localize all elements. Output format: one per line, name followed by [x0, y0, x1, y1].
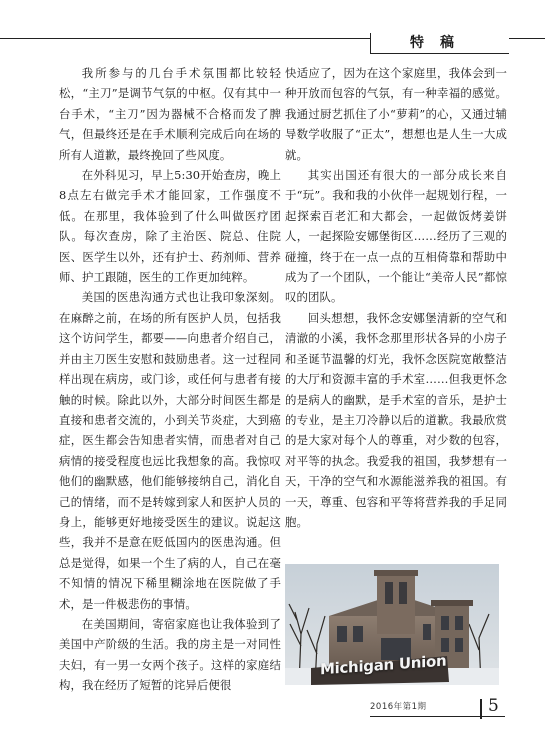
- paragraph: 我所参与的几台手术氛围都比较轻松，“主刀”是调节气氛的中枢。仅有其中一台手术，“主刀”因为器械不合格而发了脾气，但最终还是在手术顺利完成后向在场的所有人道歉，最终挽回了些风度。: [59, 66, 281, 162]
- footer-bar: [480, 699, 482, 719]
- michigan-union-photo: [285, 564, 499, 685]
- page-number: 5: [488, 696, 499, 716]
- paragraph: 回头想想，我怀念安娜堡清新的空气和清澈的小溪，我怀念那里形状各异的小房子和圣诞节温馨的灯光，我怀念医院宽敞整洁的大厅和资源丰富的手术室……但我更怀念的是病人的幽默，是手术室的音乐，是护士的专业，是主刀冷静以后的道歉。我最欣赏的是大家对每个人的尊重，对少数的包容，对平等的执念。我爱我的祖国，我梦想有一天，干净的空气和水源能滋养我的祖国。有一天，尊重、包容和平等将营养我的手足同胞。: [285, 310, 507, 529]
- issue-info: 2016年第1期: [370, 702, 427, 712]
- paragraph: 快适应了，因为在这个家庭里，我体会到一种开放而包容的气氛，有一种幸福的感觉。我通过厨艺抓住了小“萝莉”的心，又通过辅导数学收服了“正太”，想想也是人生一大成就。: [285, 66, 507, 162]
- paragraph: 在外科见习，早上5:30开始查房，晚上8点左右做完手术才能回家，工作强度不低。在那里，我体验到了什么叫做医疗团队。每次查房，除了主治医、院总、住院医、医学生以外，还有护士、药剂师、营养师、护工跟随，医生的工作更加纯粹。: [59, 168, 281, 285]
- paragraph: 美国的医患沟通方式也让我印象深刻。在麻醉之前，在场的所有医护人员，包括我这个访问学生，都要——向患者介绍自己，并由主刀医生安慰和鼓励患者。这一过程同样出现在病房，或门诊，或任何与患者有接触的时候。除此以外，大部分时间医生都是直接和患者交流的，小到关节炎症，大到癌症，医生都会告知患者实情，而患者对自己病情的接受程度也远比我想象的高。我惊叹他们的幽默感，他们能够接纳自己，消化自己的情绪，而不是转嫁到家人和医护人员的身上，能够更好地接受医生的建议。说起这些，我并不是意在贬低国内的医患沟通。但总是觉得，如果一个生了病的人，自己在毫不知情的情况下稀里糊涂地在医院做了手术，是一件极悲伤的事情。: [59, 290, 281, 611]
- section-tag: 特稿: [370, 33, 509, 54]
- paragraph: 在美国期间，寄宿家庭也让我体验到了美国中产阶级的生活。我的房主是一对同性夫妇，有一男一女两个孩子。这样的家庭结构，我在经历了短暂的诧异后便很: [59, 616, 281, 693]
- photo-caption: Michigan Union: [320, 651, 447, 679]
- paragraph: 其实出国还有很大的一部分成长来自于“玩”。我和我的小伙伴一起规划行程，一起探索百老汇和大都会，一起做饭烤姜饼人，一起探险安娜堡街区……经历了三观的碰撞，终于在一点一点的互相倚靠和帮助中成为了一个团队，一个能让“美帝人民”都惊叹的团队。: [285, 168, 507, 305]
- footer-rule: [370, 716, 505, 717]
- right-column: [285, 63, 507, 532]
- left-column: [59, 63, 281, 696]
